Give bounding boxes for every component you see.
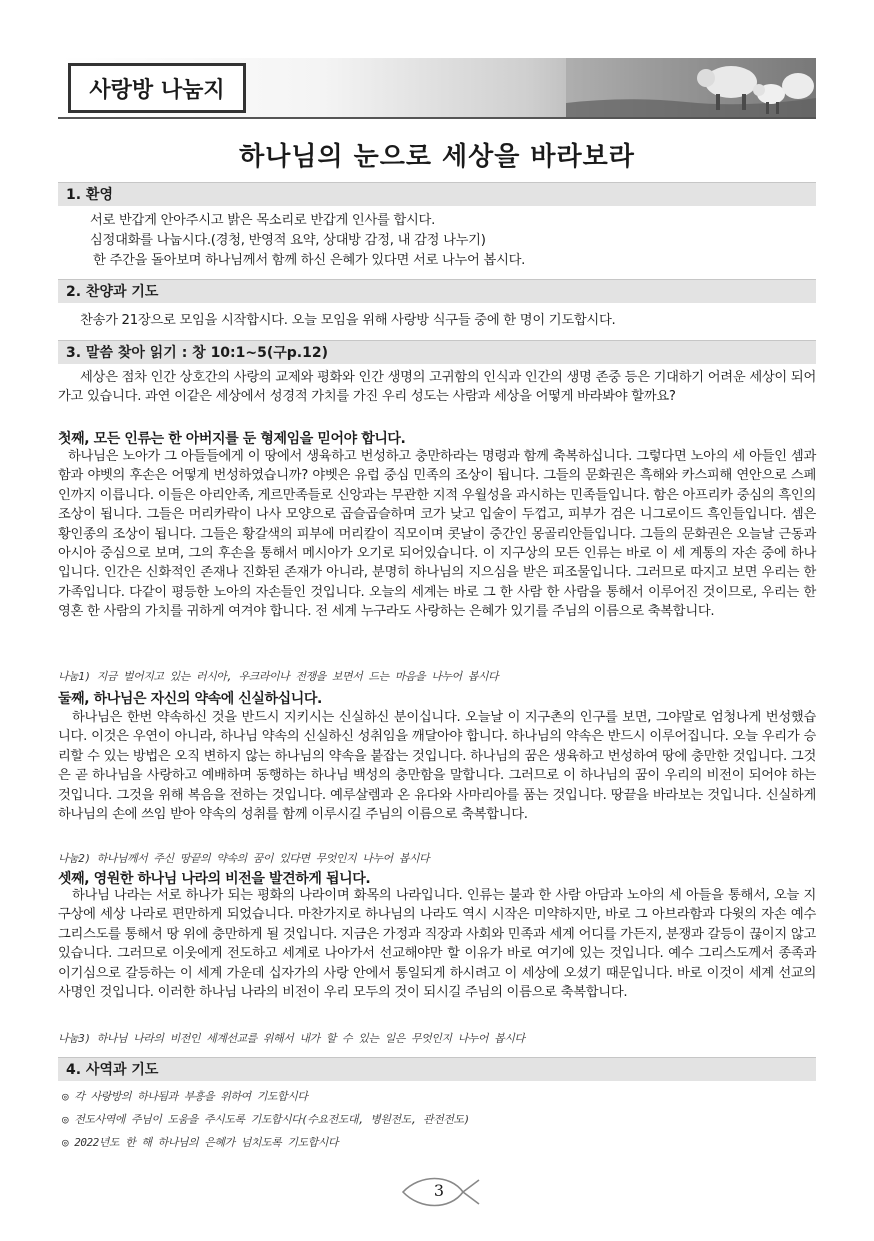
sharing-note-3: 나눔3) 하나님 나라의 비전인 세계선교를 위해서 내가 할 수 있는 일은 무엇인지 나누어 봅시다: [58, 1032, 525, 1045]
header-divider: [58, 117, 816, 119]
sheep-photo: [566, 58, 816, 118]
page-number-badge: [395, 1172, 485, 1212]
header-label: 사랑방 나눔지: [68, 63, 246, 113]
page-header: [58, 55, 816, 117]
prayer-item: ◎ 2022년도 한 해 하나님의 은혜가 넘치도록 기도합시다: [62, 1136, 338, 1149]
welcome-line: 서로 반갑게 안아주시고 밝은 목소리로 반갑게 인사를 합시다.: [90, 213, 436, 228]
point1-body: 하나님은 노아가 그 아들들에게 이 땅에서 생육하고 번성하고 충만하라는 명령과 함께 축복하십니다. 그렇다면 노아의 세 아들인 셈과 함과 야벳의 후손은 어떻게 번성하였습니까? 야벳은 유럽 중심 민족의 조상이 됩니다. 그들의 문화권은 흑해와 카스피해 연안으로 스페인까지 이릅니다. 이들은 아리안족, 게르만족들로 신앙과는 무관한 지적 우월성을 과시하는 민족들입니다. 함은 아프리카 중심의 흑인의 조상이 됩니다. 그들은 머리카락이 나사 모양으로 곱슬곱슬하며 코가 낮고 입술이 두껍고, 피부가 검은 니그로이드 흑인들입니다. 셈은 황인종의 조상이 됩니다. 그들은 황갈색의 피부에 머리칼이 직모이며 콧날이 중간인 몽골리안들입니다. 그들의 문화권은 오늘날 근동과 아시아 중심으로 보며, 그의 후손을 통해서 메시아가 오기로 되어있습니다. 이 지구상의 모든 인류는 바로 이 세 계통의 자손 중에 하나입니다. 인간은 신화적인 존재나 진화된 존재가 아니라, 분명히 하나님의 지으심을 받은 피조물입니다. 그러므로 따지고 보면 우리는 한 가족입니다. 다같이 평등한 노아의 자손들인 것입니다. 오늘의 세계는 바로 그 한 사람 한 사람을 통해서 이루어진 것이므로, 우리는 한 영혼 한 사람의 가치를 귀하게 여겨야 합니다. 전 세계 누구라도 사랑하는 은혜가 있기를 주님의 이름으로 축복합니다.: [58, 449, 816, 620]
praise-text: 찬송가 21장으로 모임을 시작합시다. 오늘 모임을 위해 사랑방 식구들 중에 한 명이 기도합시다.: [80, 313, 616, 328]
welcome-line: 한 주간을 돌아보며 하나님께서 함께 하신 은혜가 있다면 서로 나누어 봅시다.: [93, 253, 526, 268]
point1-title: 첫째, 모든 인류는 한 아버지를 둔 형제임을 믿어야 합니다.: [58, 431, 406, 447]
prayer-item: ◎ 각 사랑방의 하나됨과 부흥을 위하여 기도합시다: [62, 1090, 308, 1103]
word-intro: 세상은 점차 인간 상호간의 사랑의 교제와 평화와 인간 생명의 고귀함의 인식과 인간의 생명 존중 등은 기대하기 어려운 세상이 되어가고 있습니다. 과연 이같은 세상에서 성경적 가치를 가진 우리 성도는 사람과 세상을 어떻게 바라봐야 할까요?: [58, 370, 816, 405]
point3-title: 셋째, 영원한 하나님 나라의 비전을 발견하게 됩니다.: [58, 871, 371, 887]
point2-body: 하나님은 한번 약속하신 것을 반드시 지키시는 신실하신 분이십니다. 오늘날 이 지구촌의 인구를 보면, 그야말로 엄청나게 번성했습니다. 이것은 우연이 아니라, 하나님 약속의 신실하신 성취임을 깨달아야 합니다. 하나님의 약속은 반드시 이루어집니다. 오늘 우리가 승리할 수 있는 방법은 오직 변하지 않는 하나님의 약속을 붙잡는 것입니다. 하나님의 꿈은 생육하고 번성하여 땅에 충만한 것입니다. 그것은 곧 하나님을 사랑하고 예배하며 동행하는 하나님 백성의 충만함을 말합니다. 그러므로 이 하나님의 꿈이 우리의 비전이 되어야 하는 것입니다. 그것을 위해 복음을 전하는 것입니다. 예루살렘과 온 유다와 사마리아를 품는 것입니다. 땅끝을 바라보는 것입니다. 신실하게 하나님의 손에 쓰임 받아 약속의 성취를 함께 이루시길 주님의 이름으로 축복합니다.: [58, 710, 816, 823]
section-praise-heading: 2. 찬양과 기도: [58, 279, 816, 303]
welcome-line: 심정대화를 나눕시다.(경청, 반영적 요약, 상대방 감정, 내 감정 나누기): [90, 233, 486, 248]
section-welcome-heading: 1. 환영: [58, 182, 816, 206]
point2-title: 둘째, 하나님은 자신의 약속에 신실하십니다.: [58, 691, 322, 707]
prayer-item: ◎ 전도사역에 주님이 도움을 주시도록 기도합시다(수요전도대, 병원전도, 관전전도): [62, 1113, 470, 1126]
sharing-note-1: 나눔1) 지금 벌어지고 있는 러시아, 우크라이나 전쟁을 보면서 드는 마음을 나누어 봅시다: [58, 670, 499, 683]
point3-body: 하나님 나라는 서로 하나가 되는 평화의 나라이며 화목의 나라입니다. 인류는 불과 한 사람 아담과 노아의 세 아들을 통해서, 오늘 지구상에 세상 나라로 편만하게 되었습니다. 마찬가지로 하나님의 나라도 역시 시작은 미약하지만, 바로 그 아브라함과 다윗의 자손 예수 그리스도를 통해서 땅 위에 충만하게 될 것입니다. 지금은 가정과 직장과 사회와 민족과 세계 어디를 가든지, 분쟁과 갈등이 끊이지 않고 있습니다. 그러므로 이웃에게 전도하고 세계로 나아가서 선교해야만 할 이유가 바로 여기에 있는 것입니다. 예수 그리스도께서 종족과 이기심으로 갈등하는 이 세계 가운데 십자가의 사랑 안에서 통일되게 하시려고 이 세상에 오셨기 때문입니다. 바로 이것이 세계 선교의 사명인 것입니다. 이러한 하나님 나라의 비전이 우리 모두의 것이 되시길 주님의 이름으로 축복합니다.: [58, 888, 816, 1001]
section-word-heading: 3. 말씀 찾아 읽기 : 창 10:1~5(구p.12): [58, 340, 816, 364]
page-number: 3: [433, 1181, 445, 1200]
section-ministry-heading: 4. 사역과 기도: [58, 1057, 816, 1081]
sharing-note-2: 나눔2) 하나님께서 주신 땅끝의 약속의 꿈이 있다면 무엇인지 나누어 봅시다: [58, 852, 430, 865]
page-title: 하나님의 눈으로 세상을 바라보라: [239, 142, 635, 172]
